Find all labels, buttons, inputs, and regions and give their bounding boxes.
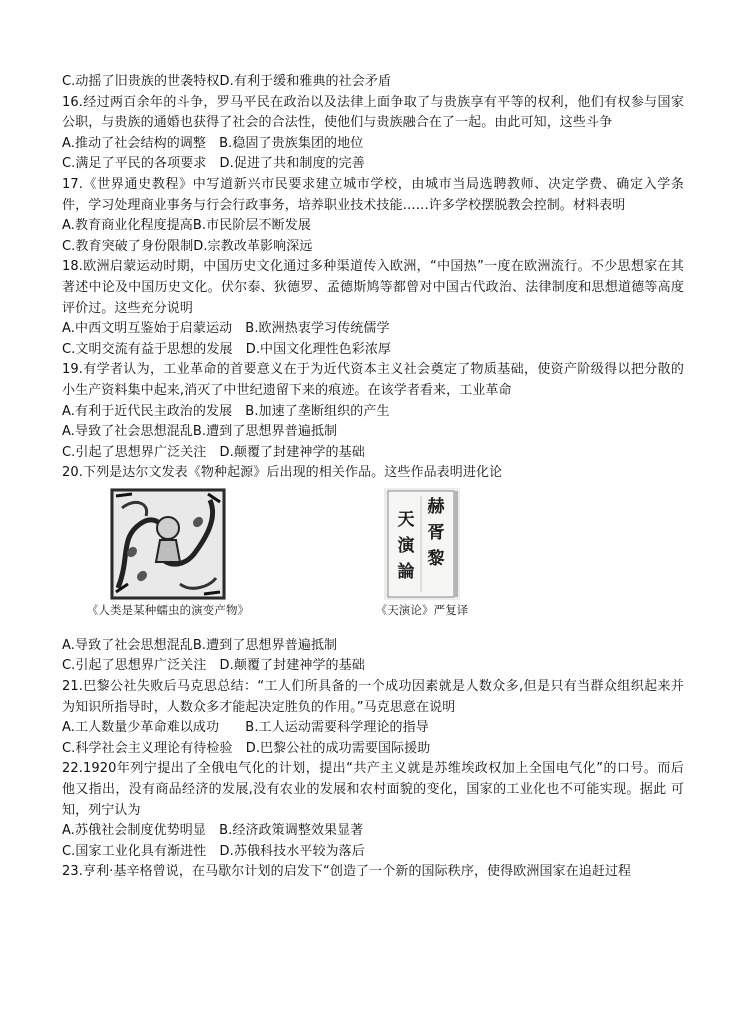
q20-figures [62,488,684,628]
figure-tianyanlun [362,488,482,618]
q18-options-cd: C.文明交流有益于思想的发展 D.中国文化理性色彩浓厚 [62,341,392,357]
q16-stem: 16.经过两百余年的斗争，罗马平民在政治以及法律上面争取了与贵族享有平等的权利，他们有权参与国家公职，与贵族的通婚也获得了社会的合法性，使他们与贵族融合在了一起。由此可知，这些斗争 [62,94,684,131]
q16-options-ab: A.推动了社会结构的调整 B.稳固了贵族集团的地位 [62,135,364,151]
q19-options-cd: C.引起了思想界广泛关注 D.颠覆了封建神学的基础 [62,444,365,460]
q17-options-cd: C.教育突破了身份限制D.宗教改革影响深远 [62,238,313,254]
q15-options-cd: C.动摇了旧贵族的世袭特权D.有利于缓和雅典的社会矛盾 [62,74,392,89]
q19-options-ab: A.有利于近代民主政治的发展 B.加速了垄断组织的产生 [62,403,390,419]
q19-stem: 19.有学者认为，工业革命的首要意义在于为近代资本主义社会奠定了物质基础，使资产阶级得以把分散的小生产资料集中起来,消灭了中世纪遗留下来的痕迹。在该学者看来，工业革命 [62,362,684,398]
book-title-char: 天 [397,509,415,530]
q21-options-ab: A.工人数量少革命难以成功 B.工人运动需要科学理论的指导 [62,720,429,736]
q18-stem: 18.欧洲启蒙运动时期，中国历史文化通过多种渠道传入欧洲，“中国热”一度在欧洲流行。不少思想家在其著述中论及中国历史文化。伏尔泰、狄德罗、孟德斯鸠等都曾对中国古代政治、法律制度和思想道德等高度评价过。这些充分说明 [62,259,684,316]
figure-right-caption: 《天演论》严复译 [375,602,469,617]
q19-options-ab-repeat: A.导致了社会思想混乱B.遭到了思想界普遍抵制 [62,424,338,440]
q16-options-cd: C.满足了平民的各项要求 D.促进了共和制度的完善 [62,156,365,172]
book-title-char: 赫 [427,496,445,517]
q22-options-ab: A.苏俄社会制度优势明显 B.经济政策调整效果显著 [62,823,364,839]
q20-options-ab: A.导致了社会思想混乱B.遭到了思想界普遍抵制 [62,637,338,653]
worm-evolution-image [110,488,226,600]
q22-stem: 22.1920年列宁提出了全俄电气化的计划，提出“共产主义就是苏维埃政权加上全国电气化”的口号。而后 他又指出，没有商品经济的发展,没有农业的发展和农村面貌的变化，国家的工业化也不可能实现。据此 可知，列宁认为 [62,761,684,818]
q17-stem: 17.《世界通史教程》中写道新兴市民要求建立城市学校，由城市当局选聘教师、决定学费、确定入学条件，学习处理商业事务与行会行政事务，培养职业技术技能……许多学校摆脱教会控制。材料表明 [62,176,684,213]
q17-options-ab: A.教育商业化程度提高B.市民阶层不断发展 [62,218,311,234]
book-title-char: 黎 [427,548,445,569]
q23-stem: 23.亨利·基辛格曾说，在马歇尔计划的启发下“创造了一个新的国际秩序，使得欧洲国家在追赶过程 [62,864,632,880]
q21-stem: 21.巴黎公社失败后马克思总结：“工人们所具备的一个成功因素就是人数众多,但是只有当群众组织起来并 为知识所指导时，人数众多才能起决定胜负的作用。”马克思意在说明 [62,679,684,715]
svg-text:天演論 [396,510,416,582]
q18-options-ab: A.中西文明互鉴始于启蒙运动 B.欧洲热衷学习传统儒学 [62,321,390,337]
book-title-char: 胥 [427,522,445,543]
figure-worm-evolution [68,488,268,618]
tianyanlun-cover-image [384,488,460,600]
q22-options-cd: C.国家工业化具有渐进性 D.苏俄科技水平较为落后 [62,843,365,859]
book-title-char: 演 [397,535,415,556]
figure-left-caption: 《人类是某种蠕虫的演变产物》 [86,602,250,617]
exam-page [62,72,684,883]
q21-options-cd: C.科学社会主义理论有待检验 D.巴黎公社的成功需要国际援助 [62,740,431,756]
book-title-char: 論 [397,561,415,582]
svg-text:赫胥黎 [427,496,445,569]
q20-options-cd: C.引起了思想界广泛关注 D.颠覆了封建神学的基础 [62,658,365,674]
q20-stem: 20.下列是达尔文发表《物种起源》后出现的相关作品。这些作品表明进化论 [62,465,503,481]
